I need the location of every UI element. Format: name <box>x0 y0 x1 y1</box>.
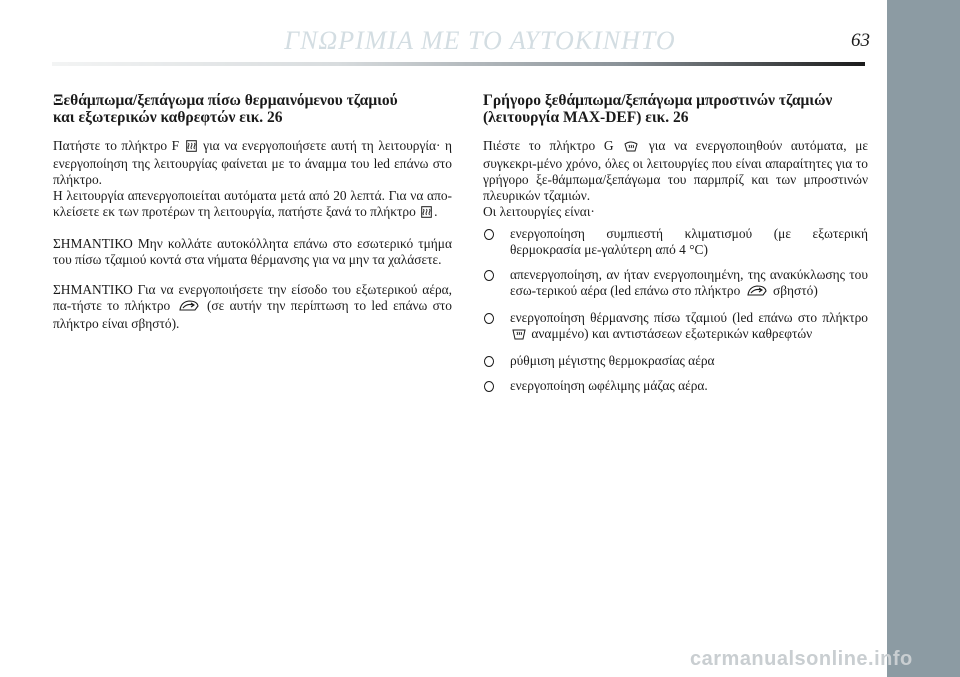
rear-window-defrost-icon <box>186 140 197 156</box>
text: ρύθμιση μέγιστης θερμοκρασίας αέρα <box>510 353 715 368</box>
text: Πιέστε το πλήκτρο G <box>483 138 614 153</box>
rear-window-defrost-icon <box>421 206 432 222</box>
side-tab <box>887 0 960 677</box>
text: αναμμένο) και αντιστάσεων εξωτερικών καθρεφτών <box>531 326 813 341</box>
text: Η λειτουργία απενεργοποιείται αυτόματα μετά από 20 λεπτά. Για να απο-κλείσετε εκ των προτέρων τη λειτουργία, πατήστε ξανά το πλήκτρο <box>53 188 452 219</box>
text: Πατήστε το πλήκτρο F <box>53 138 180 153</box>
heading-line-1: Ξεθάμπωμα/ξεπάγωμα πίσω θερμαινόμενου τζαμιού <box>53 92 398 109</box>
right-column <box>483 92 868 403</box>
text: σβηστό) <box>773 283 818 298</box>
paragraph <box>483 138 868 204</box>
list-item <box>483 310 868 344</box>
air-recirculation-icon <box>746 284 768 301</box>
section-heading-max-def <box>483 92 868 126</box>
paragraph-important: ΣΗΜΑΝΤΙΚΟ Μην κολλάτε αυτοκόλλητα επάνω στο εσωτερικό τμήμα του πίσω τζαμιού κοντά στα νήματα θέρμανσης για να μην τα χαλάσετε. <box>53 236 452 267</box>
text: . <box>434 204 438 219</box>
bullet-circle-icon <box>484 381 494 392</box>
text: ενεργοποίηση θέρμανσης πίσω τζαμιού (led επάνω στο πλήκτρο <box>510 310 868 325</box>
paragraph: Οι λειτουργίες είναι· <box>483 204 595 219</box>
page-header-title: ΓΝΩΡΙΜΙΑ ΜΕ ΤΟ ΑΥΤΟΚΙΝΗΤΟ <box>284 26 676 55</box>
bullet-circle-icon <box>484 356 494 367</box>
paragraph <box>53 138 452 188</box>
bullet-circle-icon <box>484 313 494 324</box>
heading-line-2: (λειτουργία MAX-DEF) εικ. 26 <box>483 109 689 126</box>
function-list <box>483 226 868 394</box>
text: ΣΗΜΑΝΤΙΚΟ Για να ενεργοποιήσετε την είσοδο του εξωτερικού αέρα, πα-τήστε το πλήκτρο <box>53 282 452 313</box>
text: απενεργοποίηση, αν ήταν ενεργοποιημένη, της ανακύκλωσης του εσω-τερικού αέρα (led επάνω στο πλήκτρο <box>510 267 868 298</box>
air-recirculation-icon <box>178 299 200 316</box>
paragraph <box>53 188 452 222</box>
text: (σε αυτήν την περίπτωση το led επάνω στο πλήκτρο είναι σβηστό). <box>53 298 452 331</box>
list-item <box>483 267 868 301</box>
section-heading-rear-defrost <box>53 92 452 126</box>
header-divider <box>52 62 865 66</box>
heading-line-1: Γρήγορο ξεθάμπωμα/ξεπάγωμα μπροστινών τζαμιών <box>483 92 833 109</box>
text: ενεργοποίηση συμπιεστή κλιματισμού (με εξωτερική θερμοκρασία με-γαλύτερη από 4 °C) <box>510 226 868 257</box>
text: για να ενεργοποιήσετε αυτή τη λειτουργία· η ενεργοποίηση της λειτουργίας φαίνεται με το άναμμα του led επάνω στο πλήκτρο. <box>53 138 452 187</box>
text: ενεργοποίηση ωφέλιμης μάζας αέρα. <box>510 378 708 393</box>
windscreen-defrost-icon <box>624 140 638 156</box>
rear-window-defrost-icon <box>512 328 526 344</box>
watermark: carmanualsonline.info <box>690 648 913 670</box>
list-item <box>483 353 868 369</box>
text: για να ενεργοποιηθούν αυτόματα, με συγκεκρι-μένο χρόνο, όλες οι λειτουργίες που είναι απαραίτητες για το γρήγορο ξε-θάμπωμα/ξεπάγωμα του παρμπρίζ και των μπροστινών πλευρικών τζαμιών. <box>483 138 868 203</box>
list-item <box>483 378 868 394</box>
bullet-circle-icon <box>484 229 494 240</box>
left-column <box>53 92 452 346</box>
list-item <box>483 226 868 258</box>
page-number: 63 <box>851 30 870 51</box>
paragraph-important <box>53 282 452 332</box>
bullet-circle-icon <box>484 270 494 281</box>
heading-line-2: και εξωτερικών καθρεφτών εικ. 26 <box>53 109 283 126</box>
